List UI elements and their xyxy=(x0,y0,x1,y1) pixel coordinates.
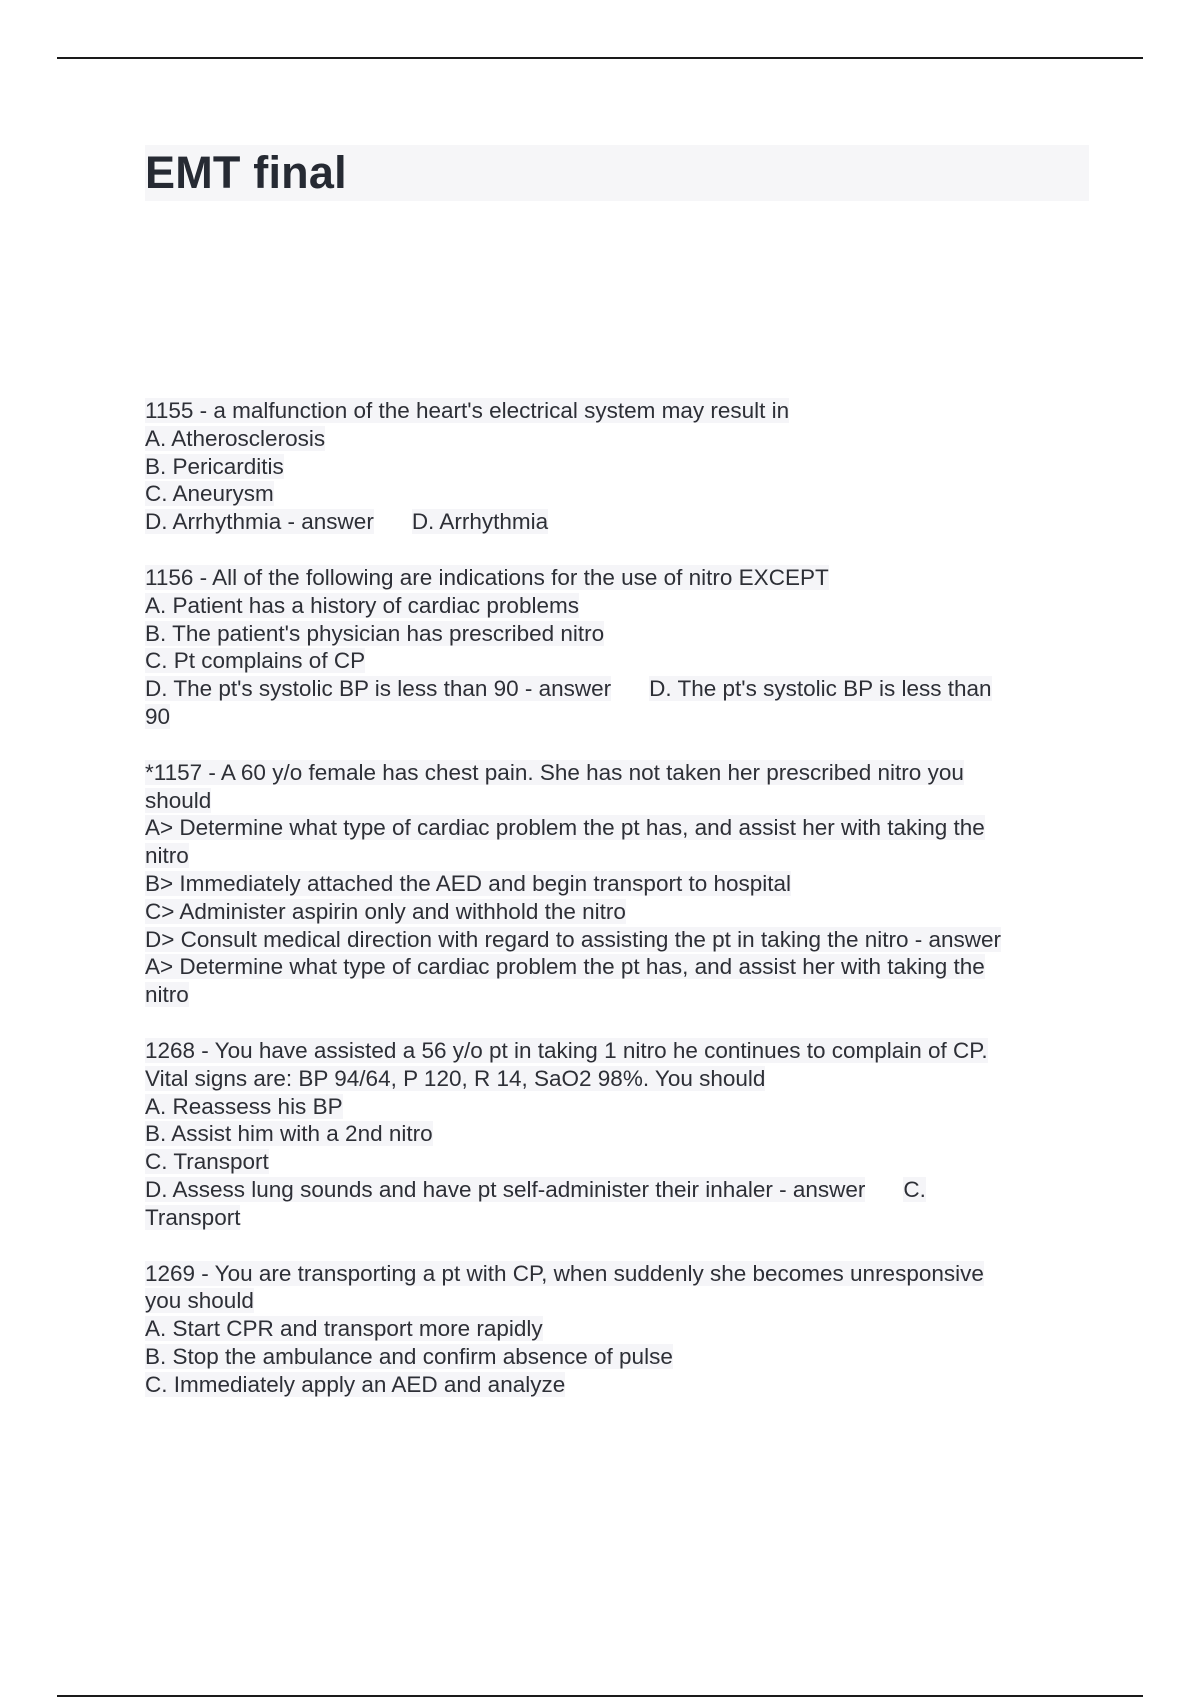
option-c: C> Administer aspirin only and withhold the nitro xyxy=(145,898,626,924)
answer-text: D. Arrhythmia xyxy=(411,509,549,535)
option-a: A> Determine what type of cardiac problem the pt has, and assist her with taking the xyxy=(145,815,985,841)
option-d: D. Assess lung sounds and have pt self-administer their inhaler - answer xyxy=(145,1176,866,1202)
question-text: 1156 - All of the following are indications for the use of nitro EXCEPT xyxy=(145,564,829,590)
question-text-continuation: Vital signs are: BP 94/64, P 120, R 14, SaO2 98%. You should xyxy=(145,1065,766,1091)
option-b: B. The patient's physician has prescribed nitro xyxy=(145,620,605,646)
option-b: B. Assist him with a 2nd nitro xyxy=(145,1121,433,1147)
answer-continuation: 90 xyxy=(145,703,171,729)
option-d: D. Arrhythmia - answer xyxy=(145,509,374,535)
question-text: 1268 - You have assisted a 56 y/o pt in taking 1 nitro he continues to complain of CP. xyxy=(145,1037,988,1063)
answer-text: C. xyxy=(903,1176,926,1202)
question-text: 1269 - You are transporting a pt with CP, when suddenly she becomes unresponsive xyxy=(145,1260,984,1286)
answer-text: A> Determine what type of cardiac problem the pt has, and assist her with taking the xyxy=(145,954,985,980)
option-c: C. Transport xyxy=(145,1149,269,1175)
option-a-continuation: nitro xyxy=(145,843,189,869)
question-block-1157 xyxy=(145,759,1090,1009)
option-c: C. Pt complains of CP xyxy=(145,648,366,674)
option-d-with-answer xyxy=(145,508,1090,536)
answer-continuation: Transport xyxy=(145,1204,241,1230)
document-body xyxy=(145,397,1090,1427)
question-block-1156 xyxy=(145,564,1090,731)
option-d: D. The pt's systolic BP is less than 90 - answer xyxy=(145,676,612,702)
option-a: A. Patient has a history of cardiac problems xyxy=(145,592,579,618)
question-text-continuation: you should xyxy=(145,1288,254,1314)
option-a: A. Start CPR and transport more rapidly xyxy=(145,1316,543,1342)
bottom-rule xyxy=(57,1695,1143,1697)
option-c: C. Aneurysm xyxy=(145,481,274,507)
answer-text: D. The pt's systolic BP is less than xyxy=(649,676,992,702)
option-b: B> Immediately attached the AED and begin transport to hospital xyxy=(145,870,792,896)
option-a: A. Atherosclerosis xyxy=(145,425,326,451)
question-block-1269 xyxy=(145,1260,1090,1399)
option-d-with-answer xyxy=(145,675,1090,703)
document-title: EMT final xyxy=(145,147,347,198)
option-d-with-answer: D> Consult medical direction with regard to assisting the pt in taking the nitro - answer xyxy=(145,926,1002,952)
top-rule xyxy=(57,57,1143,59)
question-text-continuation: should xyxy=(145,787,212,813)
question-text: 1155 - a malfunction of the heart's electrical system may result in xyxy=(145,398,790,423)
question-block-1268 xyxy=(145,1037,1090,1232)
option-b: B. Stop the ambulance and confirm absence of pulse xyxy=(145,1343,673,1369)
question-text: *1157 - A 60 y/o female has chest pain. She has not taken her prescribed nitro you xyxy=(145,759,964,785)
option-a: A. Reassess his BP xyxy=(145,1093,343,1119)
option-d-with-answer xyxy=(145,1176,1090,1204)
answer-continuation: nitro xyxy=(145,982,189,1008)
option-b: B. Pericarditis xyxy=(145,453,284,479)
question-block-1155 xyxy=(145,397,1090,536)
option-c: C. Immediately apply an AED and analyze xyxy=(145,1371,566,1397)
